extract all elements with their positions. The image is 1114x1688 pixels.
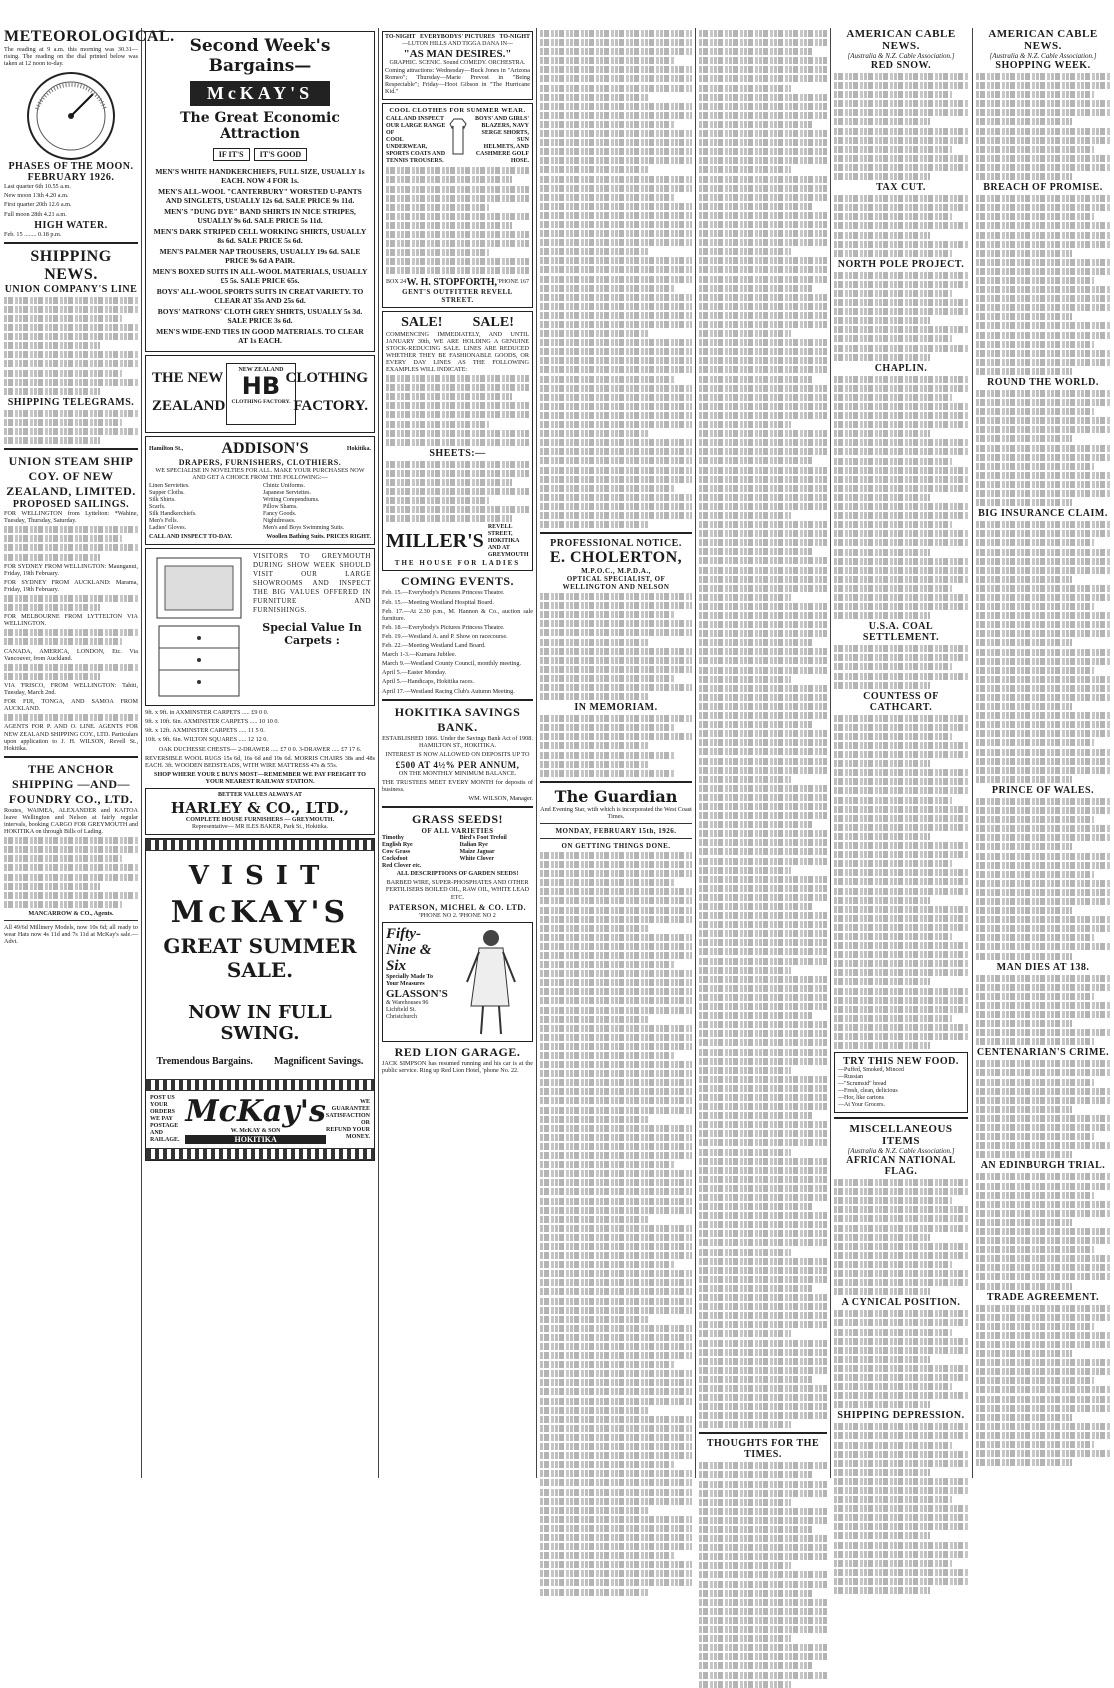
pictures-ad	[382, 31, 533, 100]
sale-banner-label: McKAY'S	[190, 81, 330, 106]
misc-item: SHIPPING DEPRESSION.	[837, 1410, 965, 1422]
cable-item: BIG INSURANCE CLAIM.	[978, 508, 1108, 520]
film-line: GRAPHIC. SCENIC. Sound COMEDY. ORCHESTRA.	[389, 60, 526, 66]
moon-row: New moon 13th 4.20 a.m.	[4, 192, 69, 200]
mckay-now: NOW IN FULL SWING.	[188, 1002, 332, 1045]
savings-monthly: ON THE MONTHLY MINIMUM BALANCE.	[398, 769, 517, 777]
column-7	[976, 28, 1110, 1478]
mckay-border	[146, 1079, 374, 1091]
sale-item: MEN'S BOXED SUITS IN ALL-WOOL MATERIALS, USUALLY £5 5s. SALE PRICE 65s.	[152, 267, 368, 285]
cable-item: CHAPLIN.	[874, 362, 928, 374]
sale-banner	[151, 76, 369, 110]
mckay-tremendous: Tremendous Bargains.	[156, 1056, 253, 1068]
mckay-visit: VISIT	[188, 861, 332, 892]
grass-item: Maize Jaguar	[459, 849, 495, 856]
cable-item: SHOPPING WEEK.	[995, 60, 1091, 71]
ballantyne-sale-ad	[145, 31, 375, 352]
cool-left: TENNIS TROUSERS.	[386, 158, 444, 165]
cholerton-quals: M.P.O.C., M.P.D.A.,	[581, 567, 651, 576]
cool-right: HELMETS, AND	[483, 144, 529, 151]
stopforth-phone: 'PHONE 167	[497, 278, 529, 285]
cable-item: ROUND THE WORLD.	[987, 377, 1099, 388]
pictures-sub: —LUTON HILLS AND TIGGA DANA IN—	[402, 41, 513, 47]
woman-figure-icon	[449, 926, 529, 1038]
glasson-name: GLASSON'S	[386, 987, 448, 1000]
column-3	[382, 28, 533, 1478]
event-row: April 5.—Easter Monday.	[382, 669, 447, 677]
addison-foot: CALL AND INSPECT TO-DAY.	[149, 534, 233, 541]
harley-ad	[145, 788, 375, 835]
barometer-dial	[4, 69, 138, 161]
event-row: Feb. 15.—Everybody's Pictures Princess Theatre.	[382, 589, 505, 597]
carpet-list	[145, 709, 375, 785]
proposed-sailings: PROPOSED SAILINGS.	[12, 499, 130, 511]
cable-item: MAN DIES AT 138.	[996, 961, 1090, 973]
cable-assoc: [Australia & N.Z. Cable Association.]	[989, 52, 1097, 60]
trynew-line: —At Your Grocers.	[838, 1102, 885, 1109]
mckay-left: RAILAGE.	[150, 1137, 180, 1144]
mckay-ad	[145, 838, 375, 1161]
glasson-ad	[382, 922, 533, 1042]
tonight-right: TO-NIGHT	[499, 34, 530, 40]
agents-text: AGENTS FOR P. AND O. LINE. AGENTS FOR NEW ZEALAND SHIPPING COY., LTD. Particulars upon application to J. H. WILSON, Revell St., Hokitika.	[4, 723, 138, 752]
anchor-agents: MANCARROW & CO., Agents.	[28, 909, 114, 917]
cable-item: U.S.A. COAL SETTLEMENT.	[862, 621, 940, 644]
event-row: March 9.—Westland County Council, monthly meeting.	[382, 660, 522, 668]
harley-title: HARLEY & CO., LTD.,	[170, 799, 350, 818]
shirt-icon	[446, 116, 470, 156]
sailing-row: VIA 'FRISCO, FROM WELLINGTON: Tahiti, Tuesday, March 2nd.	[4, 681, 138, 697]
event-row: April 17.—Westland Racing Club's Autumn Meeting.	[382, 687, 515, 695]
millinery-text: All 49/6d Millinery Models, now 10s 6d; all ready to wear Hats now 4s 11d and 7s 11d at McKay's sale.—Advt.	[4, 924, 138, 946]
event-row: Feb. 18.—Everybody's Pictures Princess Theatre.	[382, 623, 505, 631]
addison-item: Silk Handkerchiefs.	[149, 511, 197, 518]
event-row: April 5.—Handicaps, Hokitika races.	[382, 678, 475, 686]
hb-logo-mark: HB	[241, 372, 281, 400]
anchor-heading: THE ANCHOR SHIPPING —AND— FOUNDRY CO., LTD.	[8, 761, 134, 806]
cable-item: CENTENARIAN'S CRIME.	[976, 1047, 1110, 1059]
addison-item: Men's Fells.	[149, 518, 179, 525]
addison-item: Ladies' Gloves.	[149, 525, 187, 532]
savings-trustees: THE TRUSTEES MEET EVERY MONTH for deposits of business.	[382, 778, 533, 794]
column-rule	[378, 28, 379, 1478]
sailing-row: FOR SYDNEY FROM AUCKLAND: Marama, Friday, 19th February.	[4, 578, 138, 593]
cable-item: TRADE AGREEMENT.	[986, 1291, 1100, 1303]
moon-row: Last quarter 6th 10.55 a.m.	[4, 183, 71, 191]
column-rule	[972, 28, 973, 1478]
mckay-right: REFUND YOUR	[326, 1126, 370, 1133]
sale-item: BOYS' ALL-WOOL SPORTS SUITS IN CREAT VARIETY. TO CLEAR AT 35s AND 25s 6d.	[156, 287, 364, 305]
trynew-ad	[834, 1052, 968, 1113]
coming-attractions: Coming attractions: Wednesday—Buck Jones in "Arizona Romeo"; Thursday—Marie Prevost in "Being Respectable"; Friday—Hoot Gibson in "The Hurricane Kid."	[385, 67, 530, 96]
sailing-row: FOR SYDNEY FROM WELLINGTON: Maunganui, Friday, 19th February.	[4, 562, 138, 577]
stopforth-name: W. H. STOPFORTH,	[406, 276, 498, 288]
furniture-text: VISITORS TO GREYMOUTH DURING SHOW WEEK SHOULD VISIT OUR LARGE SHOWROOMS AND INSPECT THE BIG VALUES OFFERED IN FURNITURE AND FURNISHINGS.	[253, 552, 371, 615]
cable-item: AN EDINBURGH TRIAL.	[980, 1160, 1106, 1172]
special-value: Special Value In Carpets :	[262, 621, 362, 648]
sale-item: MEN'S ALL-WOOL "CANTERBURY" WORSTED U-PANTS AND SINGLETS, USUALLY 12s 6d. SALE PRICE 9s 11d.	[158, 187, 362, 205]
mckay-right: WE GUARANTEE	[331, 1098, 370, 1112]
hb-logo-bottom: CLOTHING FACTORY.	[231, 399, 291, 405]
cable-item: NORTH POLE PROJECT.	[837, 258, 965, 270]
cable-item: TAX CUT.	[876, 182, 926, 194]
pictures-title: EVERYBODYS' PICTURES	[420, 34, 495, 40]
high-water-heading: HIGH WATER.	[34, 219, 108, 231]
furniture-icon	[149, 552, 249, 702]
misc-item: AFRICAN NATIONAL FLAG.	[846, 1155, 956, 1178]
misc-assoc: [Australia & N.Z. Cable Association.]	[847, 1147, 955, 1156]
union-heading: UNION COMPANY'S LINE	[4, 283, 138, 295]
mckay-script: McKay's	[185, 1093, 326, 1129]
sailing-row: CANADA, AMERICA, LONDON, Etc. Via Vancouver, from Auckland.	[4, 647, 138, 662]
event-row: Feb. 22.—Meeting Westland Land Board.	[382, 642, 486, 650]
cool-right: HOSE.	[510, 158, 529, 165]
sale-item: MEN'S "DUNG DYE" BAND SHIRTS IN NICE STRIPES, USUALLY 9s 6d. SALE PRICE 5s 11d.	[164, 207, 356, 225]
garden-seeds: ALL DESCRIPTIONS OF GARDEN SEEDS!	[396, 870, 519, 878]
sale-item: MEN'S WHITE HANDKERCHIEFS, FULL SIZE, USUALLY 1s EACH. NOW 4 FOR 1s.	[155, 167, 365, 185]
addison-item: Fancy Goods.	[263, 511, 297, 518]
notice-heading: PROFESSIONAL NOTICE.	[550, 538, 682, 550]
misc-item: A CYNICAL POSITION.	[841, 1297, 961, 1309]
column-6	[834, 28, 968, 1478]
stopforth-ad	[382, 103, 533, 307]
mckay-right: SATISFACTION OR	[325, 1112, 370, 1126]
addison-item: Silk Shirts.	[149, 497, 176, 504]
cable-item: RED SNOW.	[870, 60, 932, 71]
savings-est: ESTABLISHED 1866. Under the Savings Bank Act of 1908. HAMILTON ST., HOKITIKA.	[382, 734, 533, 749]
ifits-left: IF IT'S	[213, 148, 250, 161]
trynew-line: —Puffed, Smoked, Minced	[838, 1067, 904, 1074]
carpet-row: 10ft. x 9ft. 6in. WILTON SQUARES ..... 12 12 0.	[145, 736, 268, 744]
addison-foot2: Woollen Bathing Suits. PRICES RIGHT.	[266, 534, 371, 541]
stopforth-sub: GENT'S OUTFITTER REVELL STREET.	[402, 287, 513, 304]
glasson-addr: & Warehouses 96 Lichfield St. Christchurch	[386, 999, 429, 1020]
savings-mgr: WM. WILSON, Manager.	[468, 795, 533, 803]
millers-ad	[382, 311, 533, 572]
sale-item: MEN'S PALMER NAP TROUSERS, USUALLY 19s 6d. SALE PRICE 9s 6d A PAIR.	[159, 247, 361, 265]
oak-chests: OAK DUCHESSE CHESTS— 2-DRAWER ..... £7 0 0. 3-DRAWER ..... £7 17 6.	[158, 745, 362, 753]
cable-item: BREACH OF PROMISE.	[983, 182, 1103, 194]
moon-row: First quarter 20th 12.6 a.m.	[4, 201, 72, 209]
mckay-border	[146, 1148, 374, 1160]
mckay-son: W. McKAY & SON	[230, 1127, 281, 1134]
cable-assoc: [Australia & N.Z. Cable Association.]	[847, 52, 955, 60]
trynew-line: —"Scrumsid" bread	[838, 1081, 887, 1088]
grass-item: White Clover	[459, 856, 494, 863]
column-rule	[141, 28, 142, 1478]
mckay-border	[146, 839, 374, 851]
grass-sub: OF ALL VARIETIES	[421, 827, 494, 836]
millers-name: MILLER'S	[386, 530, 484, 553]
addison-item: Writing Compendiums.	[263, 497, 320, 504]
guardian-masthead: The Guardian	[554, 786, 678, 806]
uss-heading: UNION STEAM SHIP COY. OF NEW ZEALAND, LIMITED.	[6, 454, 136, 499]
glasson-big: Fifty- Nine & Six	[386, 925, 432, 974]
mckay-magnificent: Magnificent Savings.	[273, 1056, 364, 1068]
cool-right: SERGE SHORTS, SUN	[481, 130, 529, 144]
addison-item: Nightdresses.	[263, 518, 296, 525]
sailing-row: FOR MELBOURNE FROM LYTTELTON VIA WELLINGTON.	[4, 613, 138, 628]
addison-item: Linen Serviettes.	[149, 483, 190, 490]
harley-rep: Representative— MR ILES BAKER, Park St., Hokitika.	[192, 824, 328, 831]
millers-addr: REVELL STREET, HOKITIKA AND AT GREYMOUTH	[487, 524, 529, 559]
cable-news-heading: AMERICAN CABLE NEWS.	[988, 28, 1098, 52]
column-5	[699, 28, 827, 1478]
addison-item: Chintz Uniforms.	[263, 483, 305, 490]
hb-zealand: ZEALAND	[152, 398, 226, 414]
sale-right: SALE!	[472, 314, 514, 330]
guardian-sub: And Evening Star, with which is incorporated the West Coast Times.	[540, 805, 692, 820]
memoriam-heading: IN MEMORIAM.	[574, 702, 658, 714]
redlion-heading: RED LION GARAGE.	[394, 1044, 521, 1059]
event-row: Feb. 15.—Meeting Westland Hospital Board.	[382, 598, 494, 606]
sale-left: SALE!	[401, 314, 443, 330]
addisons-ad	[145, 436, 375, 545]
trynew-line: —Fresh, clean, delicious	[838, 1088, 898, 1095]
hb-clothing: CLOTHING	[285, 370, 368, 386]
high-water-row: Feb. 15 ........ 0.18 p.m.	[4, 230, 62, 238]
meteorological-heading: METEOROLOGICAL.	[4, 28, 175, 45]
moon-row: Full moon 28th 4.21 a.m.	[4, 210, 67, 218]
film-title: "AS MAN DESIRES."	[403, 48, 512, 60]
cool-clothes: COOL CLOTHES FOR SUMMER WEAR.	[389, 107, 526, 115]
cool-right: BLAZERS, NAVY	[481, 123, 529, 130]
addison-town: Hokitika.	[346, 445, 371, 452]
cool-right: CASHMERE GOLF	[475, 151, 529, 158]
moon-phases-heading: PHASES OF THE MOON. FEBRUARY 1926.	[8, 161, 134, 184]
hb-logo-top: NEW ZEALAND	[238, 367, 284, 373]
addison-item: Supper Cloths.	[149, 490, 185, 497]
glasson-specially: Specially Made To Your Measures	[386, 973, 434, 987]
coming-events-heading: COMING EVENTS.	[400, 574, 514, 589]
cool-left: OUR LARGE RANGE OF	[386, 123, 446, 137]
trynew-line: —Hor, like cartons	[838, 1095, 884, 1102]
freight-line: SHOP WHERE YOUR £ BUYS MOST—REMEMBER WE PAY FREIGHT TO YOUR NEAREST RAILWAY STATION.	[154, 770, 366, 785]
addison-place: Hamilton St.,	[149, 445, 184, 452]
mckay-left: POST US YOUR ORDERS	[150, 1095, 176, 1116]
sale-item: MEN'S WIDE-END TIES IN GOOD MATERIALS. TO CLEAR AT 1s EACH.	[156, 327, 364, 345]
economic-attraction: The Great Economic Attraction	[180, 110, 340, 142]
mckay-right: MONEY.	[346, 1133, 370, 1140]
cool-left: CALL AND INSPECT	[386, 116, 445, 123]
sailing-row: FOR FIJI, TONGA, AND SAMOA FROM AUCKLAND.	[4, 698, 138, 713]
event-row: March 1-3.—Kumara Jubilee.	[382, 651, 457, 659]
sailing-row: FOR WELLINGTON from Lyttelton: *Wahine, Tuesday, Thursday, Saturday.	[4, 510, 138, 525]
carpet-row: 9ft. x 10ft. 6in. AXMINSTER CARPETS ..... 10 10 0.	[145, 718, 280, 726]
grass-item: Cow Grass	[382, 849, 411, 856]
grass-heading: GRASS SEEDS!	[411, 812, 504, 827]
mckay-left: WE PAY POSTAGE AND	[150, 1116, 179, 1137]
anchor-text: Routes, WAIMEA, ALEXANDER and KAITOA leave Wellington and Nelson at fairly regular intervals, booking CARGO FOR GREYMOUTH and HOKITIKA on through Bills of Lading.	[4, 806, 138, 836]
event-row: Feb. 17.—At 2.30 p.m., M. Hannon & Co., auction sale furniture.	[382, 607, 533, 622]
event-row: Feb. 19.—Westland A. and P. Show on racecourse.	[382, 632, 508, 640]
thoughts-heading: THOUGHTS FOR THE TIMES.	[706, 1438, 820, 1461]
meteorological-text: The reading at 9 a.m. this morning was 30.31—rising. The reading on the dial printed below was taken at 12 noon to-day.	[4, 46, 138, 68]
addison-item: Scarfs.	[149, 504, 166, 511]
harley-top: BETTER VALUES ALWAYS AT	[217, 792, 303, 799]
grass-item: English Rye	[382, 842, 413, 849]
harley-furniture-ad	[145, 548, 375, 706]
cable-news-heading: AMERICAN CABLE NEWS.	[846, 28, 956, 52]
paterson-name: PATERSON, MICHEL & CO. LTD.	[388, 902, 527, 912]
barometer-icon	[23, 69, 119, 161]
sale-text: COMMENCING IMMEDIATELY, AND UNTIL JANUARY 30th, WE ARE HOLDING A GENUINE STOCK-REDUCING SALE. LINES ARE REDUCED WHETHER THEY BE FASHIONABLE GOODS, OR EVERY DAY LINES AS THE FOLLOWING EXAMPLES WILL INDICATE:	[386, 330, 529, 373]
addison-title: ADDISON'S	[221, 440, 309, 457]
mckay-name: McKAY'S	[170, 895, 350, 931]
redlion-text: JACK SIMPSON has resumed running and his car is at the public service. Ring up Red Lion Hotel, 'phone No. 22.	[382, 1059, 533, 1074]
misc-heading: MISCELLANEOUS ITEMS	[849, 1123, 953, 1148]
addison-item: Pillow Shams.	[263, 504, 298, 511]
cable-item: PRINCE OF WALES.	[991, 784, 1095, 796]
grass-item: Red Clover etc.	[382, 863, 422, 870]
grass-item: Italian Rye	[459, 842, 488, 849]
sale-item: MEN'S DARK STRIPED CELL WORKING SHIRTS, USUALLY 8s 6d. SALE PRICE 5s 6d.	[153, 227, 367, 245]
cool-left: COOL UNDERWEAR,	[386, 137, 428, 151]
hb-clothing-ad	[145, 355, 375, 433]
millers-sub: THE HOUSE FOR LADIES	[394, 559, 521, 568]
mckay-town: HOKITIKA	[185, 1135, 326, 1144]
column-4	[540, 28, 692, 1478]
sale-heading: Second Week's Bargains—	[189, 36, 331, 76]
mckay-great: GREAT SUMMER SALE.	[163, 934, 357, 983]
bedsteads: REVERSIBLE WOOL RUGS 15s 6d, 16s 6d and 19s 6d. MORRIS CHAIRS 38s and 48s EACH. 3ft. WOODEN BEDSTEADS, WITH WIRE MATTRESS 47s & 55s.	[145, 754, 375, 769]
savings-bank-heading: HOKITIKA SAVINGS BANK.	[394, 704, 521, 734]
topic-heading: ON GETTING THINGS DONE.	[561, 841, 671, 850]
addison-line: WE SPECIALISE IN NOVELTIES FOR ALL. MAKE YOUR PURCHASES NOW AND GET A CHOICE FROM THE FOLLOWING:—	[155, 467, 365, 482]
barbed-wire: BARBED WIRE, SUPER-PHOSPHATES AND OTHER FERTILISERS BOILED OIL, RAW OIL, WHITE LEAD ETC.	[385, 879, 530, 901]
column-rule	[830, 28, 831, 1478]
hb-factory: FACTORY.	[293, 398, 368, 414]
cool-right: BOYS' AND GIRLS'	[474, 116, 529, 123]
trynew-line: —Russian	[838, 1074, 864, 1081]
shipping-telegrams-heading: SHIPPING TELEGRAMS.	[7, 396, 135, 408]
hb-new: THE NEW	[152, 370, 224, 386]
addison-sub: DRAPERS, FURNISHERS, CLOTHIERS.	[178, 458, 342, 467]
column-rule	[695, 28, 696, 1478]
addison-item: Japanese Serviettes.	[263, 490, 311, 497]
grass-item: Cocksfoot	[382, 856, 408, 863]
carpet-row: 9ft. x 12ft. AXMINSTER CARPETS ..... 11 5 0.	[145, 727, 265, 735]
cable-item: COUNTESS OF CATHCART.	[863, 690, 939, 713]
issue-date: MONDAY, FEBRUARY 15th, 1926.	[555, 826, 677, 835]
grass-item: Timothy	[382, 835, 404, 842]
sheets-heading: SHEETS:—	[429, 447, 486, 459]
shipping-heading: SHIPPING NEWS.	[30, 247, 112, 283]
stopforth-box: BOX 24	[386, 278, 407, 285]
ifits-right: IT'S GOOD	[254, 148, 308, 161]
harley-sub: COMPLETE HOUSE FURNISHERS — GREYMOUTH.	[185, 817, 335, 824]
savings-interest: INTEREST IS NOW ALLOWED ON DEPOSITS UP TO	[385, 750, 530, 758]
furniture-illustration	[149, 552, 249, 702]
tonight-left: TO-NIGHT	[385, 34, 416, 40]
carpet-row: 9ft. x 9ft. in AXMINSTER CARPETS ..... £9 0 0.	[145, 709, 269, 717]
grass-item: Bird's Foot Trefoil	[459, 835, 507, 842]
addison-item: Men's and Boys Swimming Suits.	[263, 525, 345, 532]
cholerton-name: E. CHOLERTON,	[549, 549, 683, 567]
sale-item: BOYS' MATRONS' CLOTH GREY SHIRTS, USUALLY 5s 3d. SALE PRICE 3s 6d.	[157, 307, 363, 325]
trynew-heading: TRY THIS NEW FOOD.	[843, 1056, 959, 1068]
cool-left: SPORTS COATS AND	[386, 151, 446, 158]
column-2	[145, 28, 375, 1478]
column-rule	[536, 28, 537, 1478]
paterson-phone: 'PHONE NO 2. 'PHONE NO 2	[419, 911, 496, 919]
savings-rate: £500 AT 4½% PER ANNUM,	[395, 759, 520, 770]
cholerton-sub: OPTICAL SPECIALIST, OF WELLINGTON AND NELSON	[562, 575, 670, 592]
